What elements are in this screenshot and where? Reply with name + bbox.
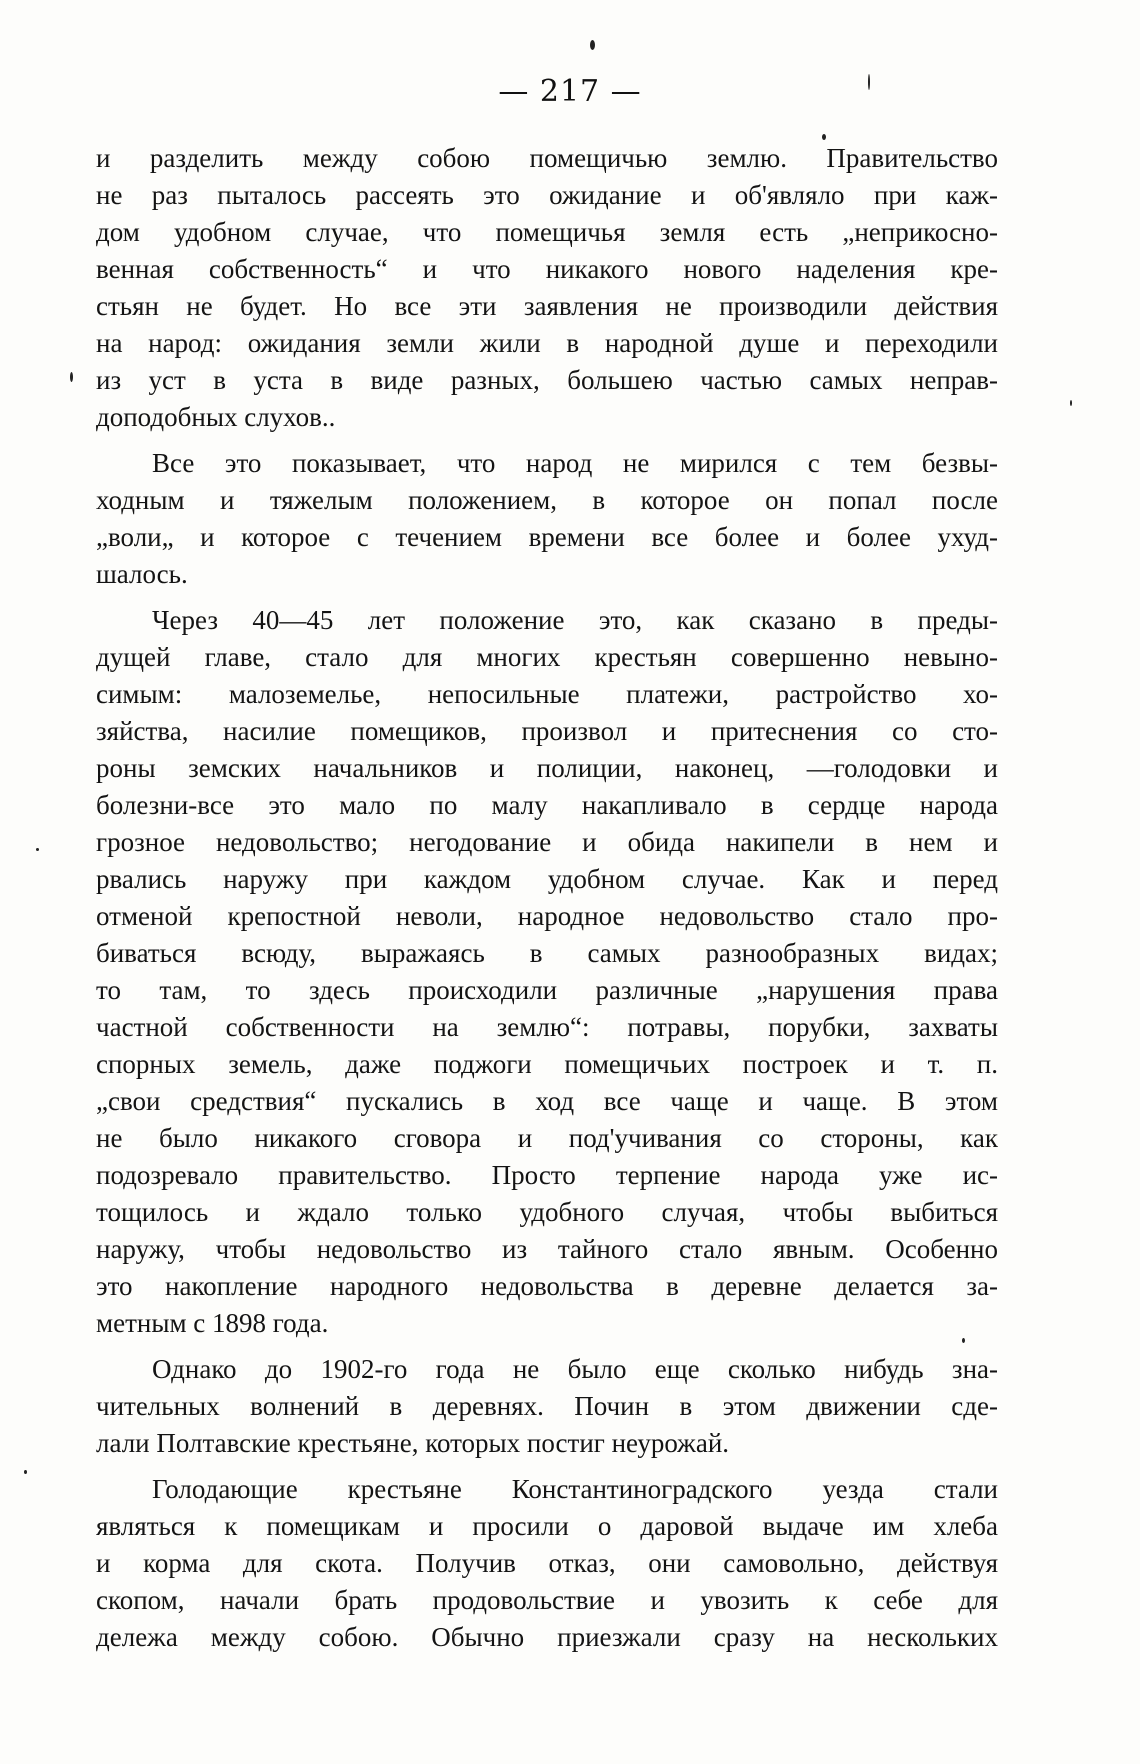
scan-speck (70, 372, 73, 382)
text-line: метным с 1898 года. (96, 1308, 329, 1338)
text-line: рвались наружу при каждом удобном случае. Как и перед (96, 864, 998, 894)
scan-speck (822, 134, 826, 140)
scan-speck (590, 40, 595, 50)
text-line: спорных земель, даже поджоги помещичьих построек и т. п. (96, 1049, 998, 1079)
text-line: Все это показывает, что народ не мирился с тем безвы- (152, 448, 998, 478)
text-line: лали Полтавские крестьяне, которых постиг неурожай. (96, 1428, 730, 1458)
scan-speck (962, 1338, 965, 1343)
text-line: и разделить между собою помещичью землю. Правительство (96, 143, 998, 173)
text-line: чительных волнений в деревнях. Почин в этом движении сде- (96, 1391, 998, 1421)
scan-speck (1070, 400, 1072, 406)
text-line: частной собственности на землю“: потравы, порубки, захваты (96, 1012, 998, 1042)
text-line: доподобных слухов.. (96, 402, 336, 432)
text-line: роны земских начальников и полиции, наконец, —голодовки и (96, 753, 998, 783)
text-line: ходным и тяжелым положением, в которое он попал после (96, 485, 998, 515)
text-line: стьян не будет. Но все эти заявления не производили действия (96, 291, 998, 321)
text-line: наружу, чтобы недовольство из тайного стало явным. Особенно (96, 1234, 998, 1264)
text-line: венная собственность“ и что никакого нового наделения кре- (96, 254, 998, 284)
text-line: являться к помещикам и просили о даровой выдаче им хлеба (96, 1511, 998, 1541)
text-line: тощилось и ждало только удобного случая, чтобы выбиться (96, 1197, 998, 1227)
text-line: „свои средствия“ пускались в ход все чаще и чаще. В этом (96, 1086, 998, 1116)
text-line: из уст в уста в виде разных, большею частью самых неправ- (96, 365, 998, 395)
body-text (96, 140, 998, 1656)
text-line: подозревало правительство. Просто терпение народа уже ис- (96, 1160, 998, 1190)
text-line: болезни-все это мало по малу накапливало в сердце народа (96, 790, 998, 820)
text-line: отменой крепостной неволи, народное недовольство стало про- (96, 901, 998, 931)
text-line: то там, то здесь происходили различные „нарушения права (96, 975, 998, 1005)
text-line: скопом, начали брать продовольствие и увозить к себе для (96, 1585, 998, 1615)
text-line: Через 40—45 лет положение это, как сказано в преды- (152, 605, 998, 635)
text-line: симым: малоземелье, непосильные платежи, растройство хо- (96, 679, 998, 709)
text-line: биваться всюду, выражаясь в самых разнообразных видах; (96, 938, 998, 968)
text-line: шалось. (96, 559, 188, 589)
text-line: не было никакого сговора и под'учивания со стороны, как (96, 1123, 998, 1153)
scan-speck (24, 1470, 27, 1474)
text-line: дележа между собою. Обычно приезжали сразу на нескольких (96, 1622, 998, 1652)
text-line: дом удобном случае, что помещичья земля есть „неприкосно- (96, 217, 998, 247)
text-line: и корма для скота. Получив отказ, они самовольно, действуя (96, 1548, 998, 1578)
text-line: дущей главе, стало для многих крестьян совершенно невыно- (96, 642, 998, 672)
text-line: „воли„ и которое с течением времени все более и более ухуд- (96, 522, 998, 552)
text-line: Голодающие крестьяне Константиноградского уезда стали (152, 1474, 998, 1504)
text-line: это накопление народного недовольства в деревне делается за- (96, 1271, 998, 1301)
scan-speck (36, 848, 39, 851)
text-line: на народ: ожидания земли жили в народной душе и переходили (96, 328, 998, 358)
scan-speck (868, 74, 870, 90)
text-line: не раз пыталось рассеять это ожидание и об'являло при каж- (96, 180, 998, 210)
text-line: грозное недовольство; негодование и обида накипели в нем и (96, 827, 998, 857)
page-number: — 217 — (498, 74, 642, 109)
text-line: зяйства, насилие помещиков, произвол и притеснения со сто- (96, 716, 998, 746)
text-line: Однако до 1902-го года не было еще сколько нибудь зна- (152, 1354, 998, 1384)
